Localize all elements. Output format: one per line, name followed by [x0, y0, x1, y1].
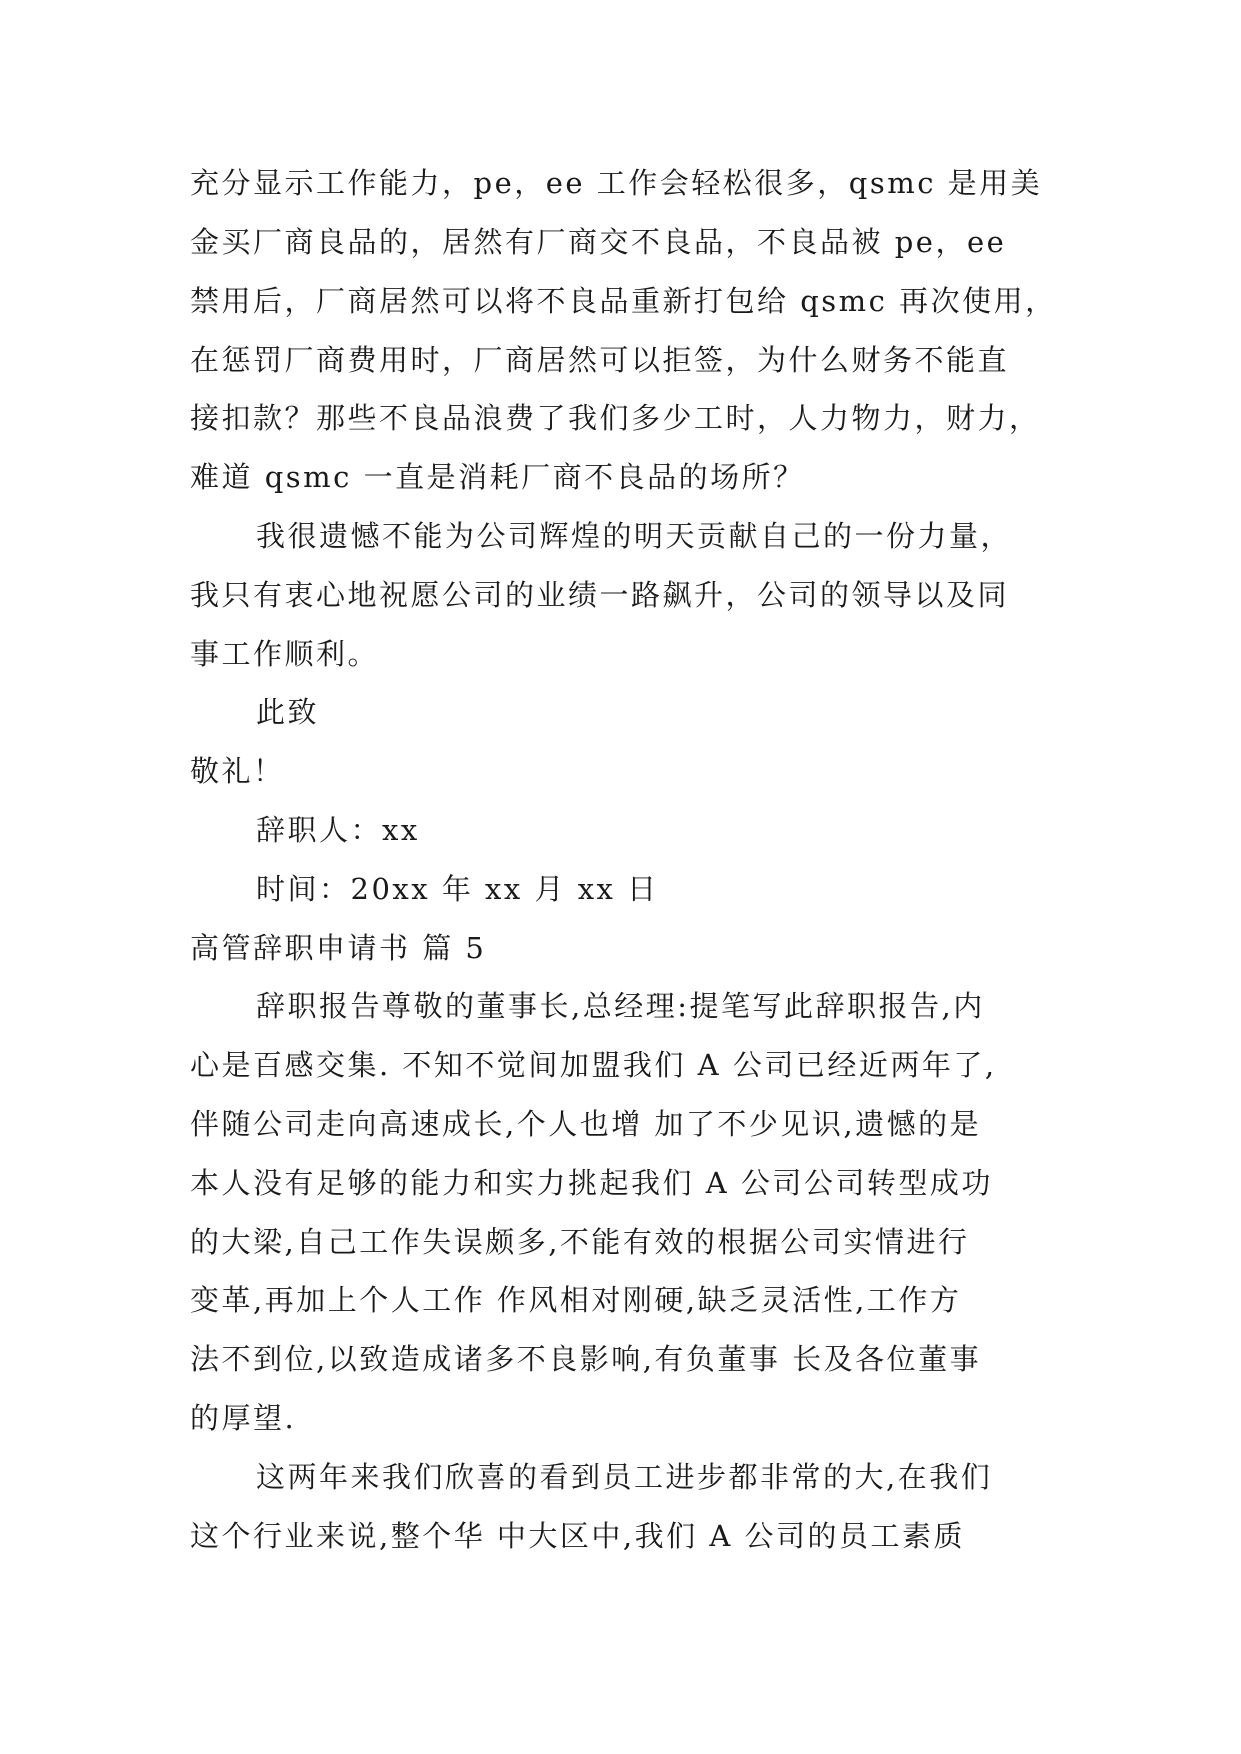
salutation-line: 此致 [256, 695, 320, 729]
signature-line: 辞职人：xx [256, 813, 420, 847]
text-line: 这个行业来说,整个华 中大区中,我们 A 公司的员工素质 [190, 1519, 966, 1553]
text-line: 我只有衷心地祝愿公司的业绩一路飙升，公司的领导以及同 [190, 578, 1010, 612]
text-line: 充分显示工作能力，pe，ee 工作会轻松很多，qsmc 是用美 [190, 166, 1043, 200]
text-line: 心是百感交集. 不知不觉间加盟我们 A 公司已经近两年了, [190, 1048, 997, 1082]
text-line: 伴随公司走向高速成长,个人也增 加了不少见识,遗憾的是 [190, 1107, 982, 1141]
text-line: 辞职报告尊敬的董事长,总经理:提笔写此辞职报告,内 [256, 989, 985, 1023]
text-line: 本人没有足够的能力和实力挑起我们 A 公司公司转型成功 [190, 1166, 993, 1200]
text-line: 的厚望. [190, 1401, 297, 1435]
date-line: 时间：20xx 年 xx 月 xx 日 [256, 872, 659, 906]
text-line: 变革,再加上个人工作 作风相对刚硬,缺乏灵活性,工作方 [190, 1283, 962, 1317]
salutation-line: 敬礼！ [190, 754, 285, 788]
text-line: 的大梁,自己工作失误颇多,不能有效的根据公司实情进行 [190, 1225, 970, 1259]
text-line: 法不到位,以致造成诸多不良影响,有负董事 长及各位董事 [190, 1342, 982, 1376]
text-line: 难道 qsmc 一直是消耗厂商不良品的场所？ [190, 460, 805, 494]
text-line: 在惩罚厂商费用时，厂商居然可以拒签，为什么财务不能直 [190, 343, 1010, 377]
text-line: 这两年来我们欣喜的看到员工进步都非常的大,在我们 [256, 1460, 993, 1494]
section-heading: 高管辞职申请书 篇 5 [190, 931, 487, 965]
text-line: 接扣款？那些不良品浪费了我们多少工时，人力物力，财力， [190, 401, 1041, 435]
text-line: 我很遗憾不能为公司辉煌的明天贡献自己的一份力量， [256, 519, 1013, 553]
text-line: 金买厂商良品的，居然有厂商交不良品，不良品被 pe，ee [190, 225, 1007, 259]
text-line: 事工作顺利。 [190, 637, 380, 671]
text-line: 禁用后，厂商居然可以将不良品重新打包给 qsmc 再次使用， [190, 284, 1057, 318]
